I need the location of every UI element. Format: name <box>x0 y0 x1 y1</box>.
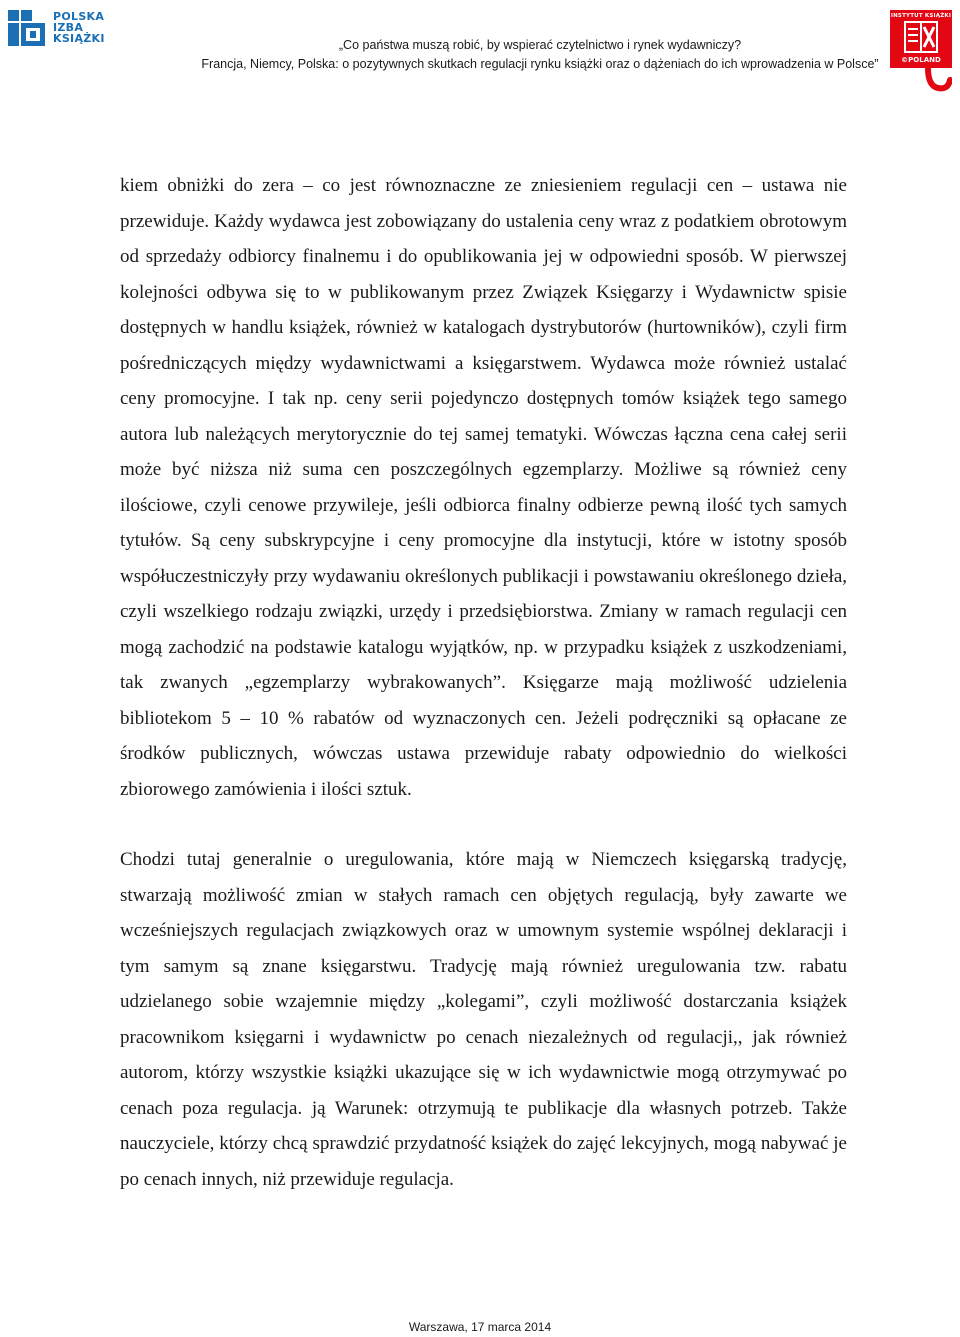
pik-logo-line-3: KSIĄŻKI <box>53 32 105 45</box>
page-footer-date: Warszawa, 17 marca 2014 <box>408 1320 552 1334</box>
page-header <box>0 0 960 100</box>
instytut-ksiazki-logo <box>890 10 952 94</box>
pik-logo-line-1: POLSKA <box>53 10 105 23</box>
pik-logo-mark-icon <box>8 10 48 46</box>
document-body <box>120 168 847 1197</box>
header-title-block <box>120 36 960 74</box>
ik-logo-top-text: INSTYTUT KSIĄŻKI <box>890 13 952 19</box>
polska-izba-ksiazki-logo <box>8 10 128 46</box>
ik-logo-box <box>890 10 952 68</box>
ik-logo-poland-text: ©POLAND <box>901 56 941 64</box>
ik-logo-curl-icon <box>924 66 952 99</box>
header-title-line-1: „Co państwa muszą robić, by wspierać czytelnictwo i rynek wydawniczy? <box>338 38 742 52</box>
pik-logo-line-2: IZBA <box>53 21 84 34</box>
ik-book-emblem-icon <box>904 21 938 58</box>
body-paragraph-1: kiem obniżki do zera – co jest równoznaczne ze zniesieniem regulacji cen – ustawa nie przewiduje. Każdy wydawca jest zobowiązany do ustalenia ceny wraz z podatkiem obrotowym od sprzedaży odbiorcy finalnemu i do opublikowania jej w odpowiedni sposób. W pierwszej kolejności odbywa się to w publikowanym przez Związek Księgarzy i Wydawnictw spisie dostępnych w handlu książek, również w katalogach dystrybutorów (hurtowników), czyli firm pośredniczących między wydawnictwami a księgarstwem. Wydawca może również ustalać ceny promocyjne. I tak np. ceny serii pojedynczo dostępnych tomów książek tego samego autora lub należących merytorycznie do tej samej tematyki. Wówczas łączna cena całej serii może być niższa niż suma cen poszczególnych egzemplarzy. Możliwe są również ceny ilościowe, czyli cenowe przywileje, jeśli odbiorca finalny odbierze pewną ilość tych samych tytułów. Są ceny subskrypcyjne i ceny promocyjne dla instytucji, które w istotny sposób współuczestniczyły przy wydawaniu określonych publikacji i powstawaniu określonego dzieła, czyli wszelkiego rodzaju związki, urzędy i przedsiębiorstwa. Zmiany w ramach regulacji cen mogą zachodzić na podstawie katalogu wyjątków, np. w przypadku książek z uszkodzeniami, tak zwanych „egzemplarzy wybrakowanych”. Księgarze mają możliwość udzielenia bibliotekom 5 – 10 % rabatów od wyznaczonych cen. Jeżeli podręczniki są opłacane ze środków publicznych, wówczas ustawa przewiduje rabaty odpowiednio do wielkości zbiorowego zamówienia i ilości sztuk. <box>120 175 847 800</box>
header-title-line-2: Francja, Niemcy, Polska: o pozytywnych skutkach regulacji rynku książki oraz o dążeniach do ich wprowadzenia w Polsce” <box>201 57 879 71</box>
body-paragraph-2: Chodzi tutaj generalnie o uregulowania, które mają w Niemczech księgarską tradycję, stwarzają możliwość zmian w stałych ramach cen objętych regulacją, były zawarte we wcześniejszych regulacjach związkowych oraz w umownym systemie wspólnej deklaracji i tym samym są znane księgarstwu. Tradycję mają również uregulowania tzw. rabatu udzielanego sobie wzajemnie między „kolegami”, czyli możliwość dostarczania książek pracownikom księgarni i wydawnictw po cenach niezależnych od regulacji,, jak również autorom, którzy wszystkie książki ukazujące się w ich wydawnictwie mogą otrzymywać po cenach poza regulacja. ją Warunek: otrzymują te publikacje dla własnych potrzeb. Także nauczyciele, którzy chcą sprawdzić przydatność książek do zajęć lekcyjnych, mogą nabywać je po cenach innych, niż przewiduje regulacja. <box>120 849 847 1190</box>
